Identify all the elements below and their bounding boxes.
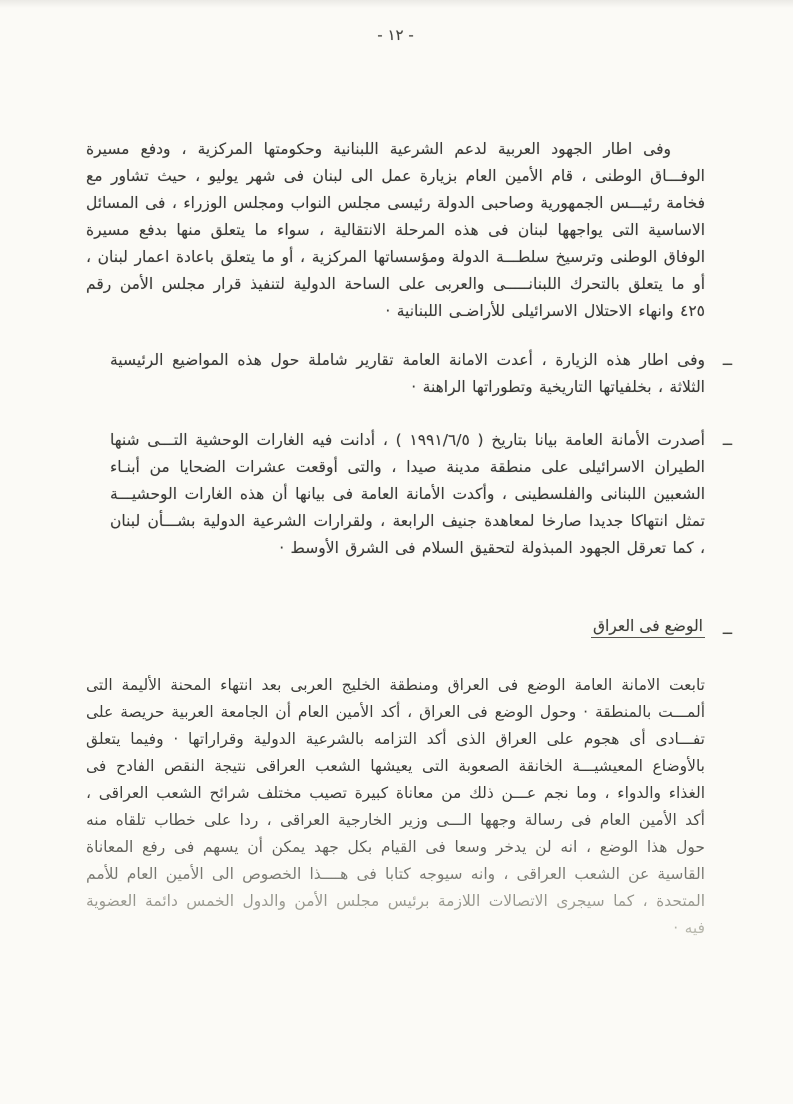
- page-number: - ١٢ -: [377, 26, 414, 44]
- paragraph-lebanon-efforts: وفى اطار الجهود العربية لدعم الشرعية اللبنانية وحكومتها المركزية ، ودفع مسيرة الوفـــاق الوطنى ، قام الأمين العام بزيارة عمل الى لبنان فى شهر يوليو ، حيث تشاور مع فخامة رئيـــس الجمهورية وصاحبى الدولة رئيسى مجلس النواب ومجلس الوزراء ، فى المسائل الاساسية التى يواجهها لبنان فى هذه المرحلة الانتقالية ، سواء ما يتعلق منها بدفع مسيرة الوفاق الوطنى وترسيخ سلطـــة الدولة ومؤسساتها المركزية ، أو ما يتعلق باعادة اعمار لبنان ، أو ما يتعلق بالتحرك اللبنانـــــى والعربى على الساحة الدولية لتنفيذ قرار مجلس الأمن رقم ٤٢٥ وانهاء الاحتلال الاسرائيلى للأراضـى اللبنانية ·: [86, 140, 705, 320]
- dash-marker-icon: ــ: [722, 620, 732, 638]
- list-item-statement-raids: [86, 427, 732, 562]
- dash-marker-icon: ــ: [722, 431, 732, 449]
- list-item-visit-reports: [86, 347, 732, 401]
- dash-marker-icon: ــ: [722, 351, 732, 369]
- list-item-text: أصدرت الأمانة العامة بيانا بتاريخ ( ١٩٩١/٦/٥ ) ، أدانت فيه الغارات الوحشية التـــى شنها الطيران الاسرائيلى على منطقة مدينة صيدا ، والتى أوقعت عشرات الضحايا من أبنـاء الشعبين اللبنانى والفلسطينى ، وأكدت الأمانة العامة فى بيانها أن هذه الغارات الوحشيـــة تمثل انتهاكا جديدا صارخا لمعاهدة جنيف الرابعة ، ولقرارات الشرعية الدولية بشـــأن لبنان ، كما تعرقل الجهود المبذولة لتحقيق السلام فى الشرق الأوسط ·: [110, 431, 705, 557]
- paragraph-iraq-situation: تابعت الامانة العامة الوضع فى العراق ومنطقة الخليج العربى بعد انتهاء المحنة الأليمة التى ألمـــت بالمنطقة · وحول الوضع فى العراق ، أكد الأمين العام أن الجامعة العربية حريصة على تفـــادى أى هجوم على العراق الذى أكد التزامه بالشرعية الدولية وقراراتها · وفيما يتعلق بالأوضاع المعيشيـــة الخانقة الصعوبة التى يعيشها الشعب العراقى نتيجة النقص الفادح فى الغذاء والدواء ، وما نجم عـــن ذلك من معاناة كبيرة تصيب مختلف شرائح الشعب العراقى ، أكد الأمين العام فى رسالة وجهها الـــى وزير الخارجية العراقى ، ردا على خطاب تلقاه منه حول هذا الوضع ، انه لن يدخر وسعا فى القيام بكل جهد يمكن أن يسهم فى رفع المعاناة القاسية عن الشعب العراقى ، وانه سيوجه كتابا فى هــــذا الخصوص الى الأمين العام للأمم المتحدة ، كما سيجرى الاتصالات اللازمة برئيس مجلس الأمن والدول الخمس دائمة العضوية فيه ·: [86, 672, 705, 942]
- section-title-iraq: الوضع فى العراق: [591, 617, 705, 638]
- document-body: [86, 136, 732, 942]
- section-heading-iraq: [86, 616, 732, 638]
- list-item-text: وفى اطار هذه الزيارة ، أعدت الامانة العامة تقارير شاملة حول هذه المواضيع الرئيسية الثلاثة ، بخلفياتها التاريخية وتطوراتها الراهنة ·: [110, 351, 705, 396]
